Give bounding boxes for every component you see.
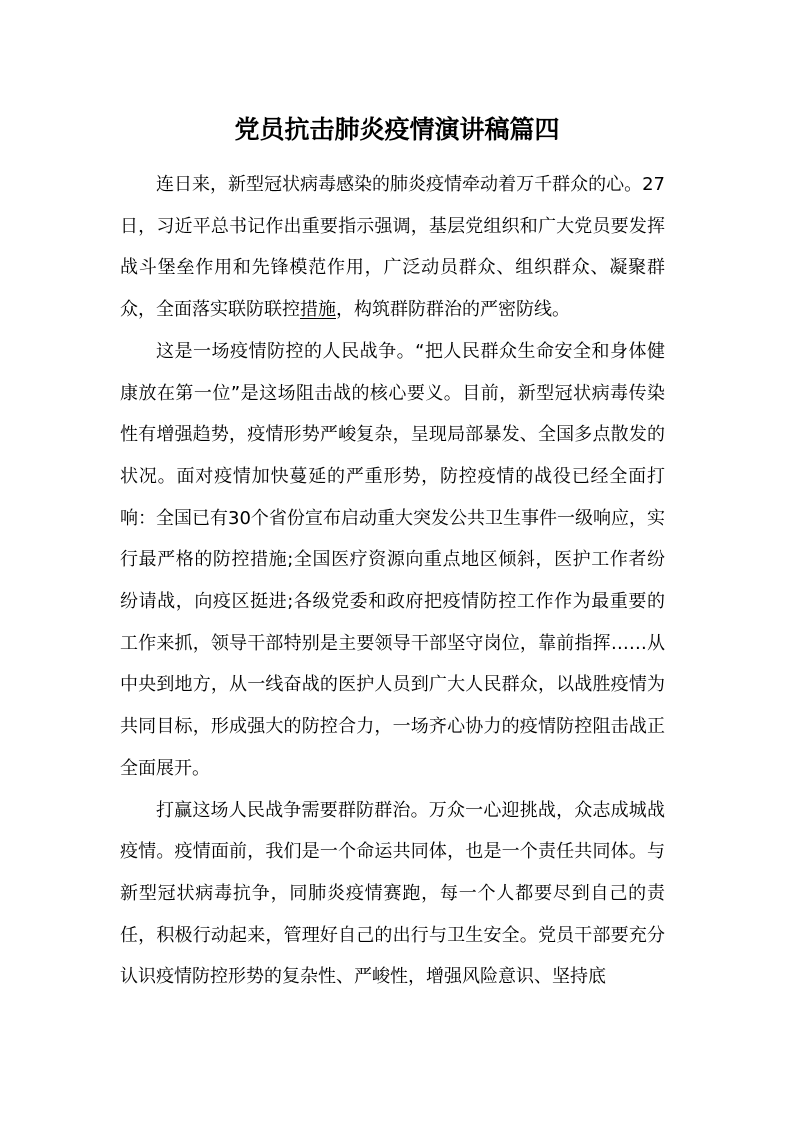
paragraph-1-text: 连日来，新型冠状病毒感染的肺炎疫情牵动着万千群众的心。27日，习近平总书记作出重要指示强调，基层党组织和广大党员要发挥战斗堡垒作用和先锋模范作用，广泛动员群众、组织群众、凝聚群众，全面落实联防联控: [120, 174, 665, 321]
paragraph-3: 打赢这场人民战争需要群防群治。万众一心迎挑战，众志成城战疫情。疫情面前，我们是一个命运共同体，也是一个责任共同体。与新型冠状病毒抗争，同肺炎疫情赛跑，每一个人都要尽到自己的责任，积极行动起来，管理好自己的出行与卫生安全。党员干部要充分认识疫情防控形势的复杂性、严峻性，增强风险意识、坚持底: [120, 799, 665, 988]
document-title: 党员抗击肺炎疫情演讲稿篇四: [234, 115, 560, 144]
underlined-term-link[interactable]: 措施: [300, 299, 336, 321]
paragraph-1-text-end: ，构筑群防群治的严密防线。: [336, 299, 570, 321]
paragraph-2: 这是一场疫情防控的人民战争。“把人民群众生命安全和身体健康放在第一位”是这场阻击战的核心要义。目前，新型冠状病毒传染性有增强趋势，疫情形势严峻复杂，呈现局部暴发、全国多点散发的状况。面对疫情加快蔓延的严重形势，防控疫情的战役已经全面打响：全国已有30个省份宣布启动重大突发公共卫生事件一级响应，实行最严格的防控措施;全国医疗资源向重点地区倾斜，医护工作者纷纷请战，向疫区挺进;各级党委和政府把疫情防控工作作为最重要的工作来抓，领导干部特别是主要领导干部坚守岗位，靠前指挥……从中央到地方，从一线奋战的医护人员到广大人民群众，以战胜疫情为共同目标，形成强大的防控合力，一场齐心协力的疫情防控阻击战正全面展开。: [120, 340, 665, 779]
paragraph-1: [120, 164, 665, 331]
document-body: [120, 164, 665, 998]
